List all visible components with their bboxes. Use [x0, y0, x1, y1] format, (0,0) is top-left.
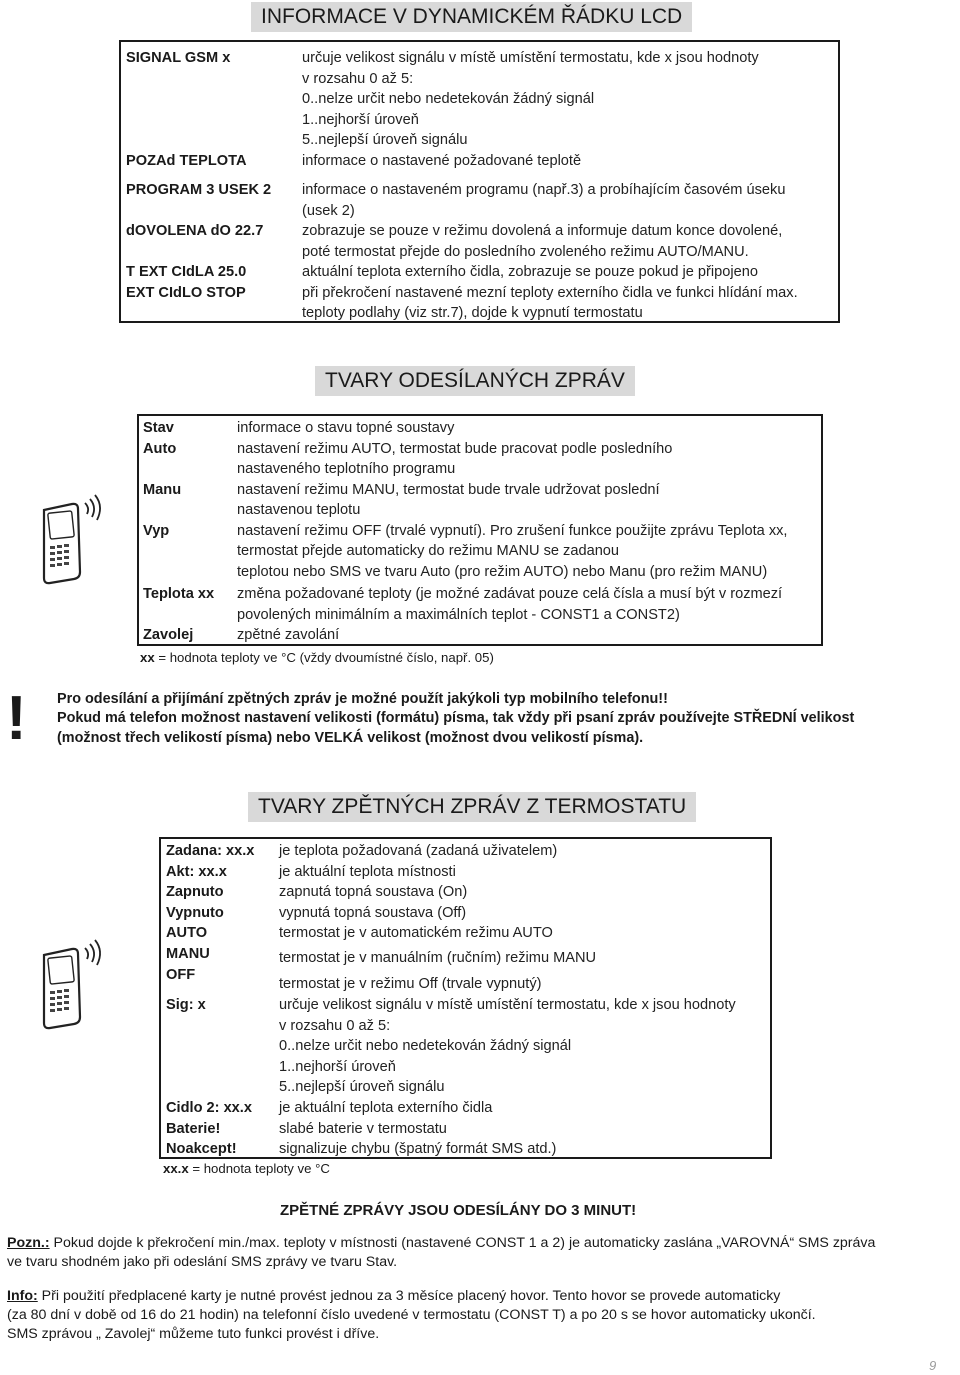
reply-desc: je aktuální teplota místnosti — [279, 863, 456, 880]
send-desc: nastavenou teplotu — [237, 502, 361, 518]
send-desc: nastavení režimu MANU, termostat bude trvale udržovat poslední — [237, 481, 660, 498]
reply-label: Akt: xx.x — [166, 863, 227, 880]
pozn-line-2: ve tvaru shodném jako při odeslání SMS zprávy ve tvaru Stav. — [7, 1254, 398, 1270]
lcd-desc: teploty podlahy (viz str.7), dojde k vypnutí termostatu — [302, 305, 643, 321]
warning-line: (možnost třech velikostí písma) nebo VELKÁ velikost (možnost dvou velikostí písma). — [57, 730, 644, 746]
reply-label: Zadana: xx.x — [166, 843, 255, 859]
lcd-desc: informace o nastaveném programu (např.3) a probíhajícím časovém úseku — [302, 182, 786, 198]
reply-desc: termostat je v manuálním (ručním) režimu MANU — [279, 950, 597, 966]
lcd-desc: zobrazuje se pouze v režimu dovolená a informuje datum konce dovolené, — [302, 223, 783, 239]
lcd-desc: v rozsahu 0 až 5: — [302, 70, 414, 87]
lcd-label: POZAd TEPLOTA — [126, 153, 247, 169]
reply-desc: slabé baterie v termostatu — [279, 1120, 447, 1137]
info-line-2: (za 80 dní v době od 16 do 21 hodin) na telefonní číslo uvedené v termostatu (CONST T) a po 20 s se hovor automaticky ukončí. — [7, 1307, 816, 1323]
reply-table — [159, 837, 772, 1159]
send-label: Teplota xx — [143, 586, 215, 602]
pozn-text: Pokud dojde k překročení min./max. teploty v místnosti (nastavené CONST 1 a 2) je automaticky zaslána „VAROVNÁ“ SMS zpráva — [49, 1235, 876, 1251]
reply-desc: zapnutá topná soustava (On) — [279, 884, 468, 900]
info-text: Při použití předplacené karty je nutné provést jednou za 3 měsíce placený hovor. Tento hovor se provede automaticky — [37, 1288, 781, 1304]
lcd-label: T EXT CIdLA 25.0 — [126, 264, 247, 280]
lcd-desc: 5..nejlepší úroveň signálu — [302, 132, 468, 148]
reply-label: MANU — [166, 946, 210, 962]
reply-label: Baterie! — [166, 1120, 221, 1137]
exclamation-icon: ! — [6, 684, 27, 753]
send-label: Vyp — [143, 522, 170, 539]
lcd-heading: INFORMACE V DYNAMICKÉM ŘÁDKU LCD — [251, 2, 692, 32]
send-label: Zavolej — [143, 627, 194, 643]
send-desc: změna požadované teploty (je možné zadávat pouze celá čísla a musí být v rozmezí — [237, 586, 783, 602]
send-table — [137, 414, 823, 646]
reply-desc: určuje velikost signálu v místě umístění termostatu, kde x jsou hodnoty — [279, 997, 736, 1013]
lcd-desc: při překročení nastavené mezní teploty externího čidla ve funkci hlídání max. — [302, 284, 798, 301]
reply-label: Sig: x — [166, 997, 206, 1013]
mobile-phone-icon — [38, 935, 108, 1031]
warning-line: Pro odesílání a přijímání zpětných zpráv je možné použít jakýkoli typ mobilního telefonu!! — [57, 691, 668, 707]
reply-label: Zapnuto — [166, 884, 224, 900]
lcd-label: PROGRAM 3 USEK 2 — [126, 182, 272, 198]
send-desc: zpětné zavolání — [237, 627, 340, 643]
pozn-line-1 — [7, 1234, 875, 1254]
info-line-3: SMS zprávou „ Zavolej“ můžeme tuto funkci provést i dříve. — [7, 1326, 380, 1342]
lcd-desc: 0..nelze určit nebo nedetekován žádný signál — [302, 91, 595, 107]
send-label: Stav — [143, 420, 174, 436]
send-desc: nastavení režimu OFF (trvalé vypnutí). Pro zrušení funkce použijte zprávu Teplota xx, — [237, 522, 788, 539]
reply-desc: signalizuje chybu (špatný formát SMS atd.) — [279, 1141, 557, 1157]
send-desc: informace o stavu topné soustavy — [237, 420, 455, 436]
send-heading: TVARY ODESÍLANÝCH ZPRÁV — [315, 366, 635, 396]
lcd-desc: (usek 2) — [302, 202, 355, 219]
lcd-desc: poté termostat přejde do posledního zvoleného režimu AUTO/MANU. — [302, 243, 749, 260]
lcd-desc: aktuální teplota externího čidla, zobrazuje se pouze pokud je připojeno — [302, 264, 758, 280]
lcd-label: SIGNAL GSM x — [126, 50, 231, 66]
send-desc: nastaveného teplotního programu — [237, 461, 456, 477]
reply-desc: je teplota požadovaná (zadaná uživatelem) — [279, 843, 558, 859]
lcd-desc: 1..nejhorší úroveň — [302, 111, 419, 128]
lcd-desc: určuje velikost signálu v místě umístění termostatu, kde x jsou hodnoty — [302, 50, 759, 66]
info-line-1 — [7, 1287, 780, 1307]
reply-desc: vypnutá topná soustava (Off) — [279, 904, 467, 921]
reply-label: Vypnuto — [166, 904, 224, 921]
reply-desc: termostat je v automatickém režimu AUTO — [279, 925, 553, 941]
info-label: Info: — [7, 1288, 38, 1304]
send-desc: termostat přejde automaticky do režimu MANU se zadanou — [237, 543, 620, 559]
lcd-label: EXT CIdLO STOP — [126, 284, 246, 301]
send-note-var: xx — [140, 650, 155, 665]
reply-desc: 5..nejlepší úroveň signálu — [279, 1079, 445, 1095]
reply-label: Cidlo 2: xx.x — [166, 1100, 252, 1116]
reply-label: AUTO — [166, 925, 208, 941]
send-label: Manu — [143, 481, 182, 498]
reply-desc: 0..nelze určit nebo nedetekován žádný signál — [279, 1038, 572, 1054]
reply-label: OFF — [166, 967, 196, 983]
send-desc: teplotou nebo SMS ve tvaru Auto (pro režim AUTO) nebo Manu (pro režim MANU) — [237, 563, 768, 580]
important-notice: ZPĚTNÉ ZPRÁVY JSOU ODESÍLÁNY DO 3 MINUT! — [280, 1202, 637, 1219]
warning-line: Pokud má telefon možnost nastavení velikosti (formátu) písma, tak vždy při psaní zpráv používejte STŘEDNÍ velikost — [57, 710, 855, 726]
lcd-table — [119, 40, 840, 323]
pozn-label: Pozn.: — [7, 1235, 50, 1251]
mobile-phone-icon — [38, 490, 108, 586]
lcd-desc: informace o nastavené požadované teplotě — [302, 153, 582, 169]
send-desc: nastavení režimu AUTO, termostat bude pracovat podle posledního — [237, 440, 673, 457]
reply-note-var: xx.x — [163, 1161, 189, 1176]
reply-desc: v rozsahu 0 až 5: — [279, 1017, 391, 1034]
reply-desc: termostat je v režimu Off (trvale vypnutý) — [279, 976, 542, 992]
lcd-label: dOVOLENA dO 22.7 — [126, 223, 264, 239]
reply-note — [163, 1160, 330, 1178]
reply-desc: je aktuální teplota externího čidla — [279, 1100, 493, 1116]
page-number: 9 — [929, 1358, 937, 1373]
reply-heading: TVARY ZPĚTNÝCH ZPRÁV Z TERMOSTATU — [248, 792, 696, 822]
send-label: Auto — [143, 440, 177, 457]
send-note-text: = hodnota teploty ve °C (vždy dvoumístné číslo, např. 05) — [154, 650, 494, 665]
send-desc: povolených minimálním a maximálních teplot - CONST1 a CONST2) — [237, 606, 680, 623]
send-note — [140, 649, 494, 667]
reply-desc: 1..nejhorší úroveň — [279, 1058, 396, 1075]
reply-note-text: = hodnota teploty ve °C — [188, 1161, 330, 1176]
reply-label: Noakcept! — [166, 1141, 237, 1157]
